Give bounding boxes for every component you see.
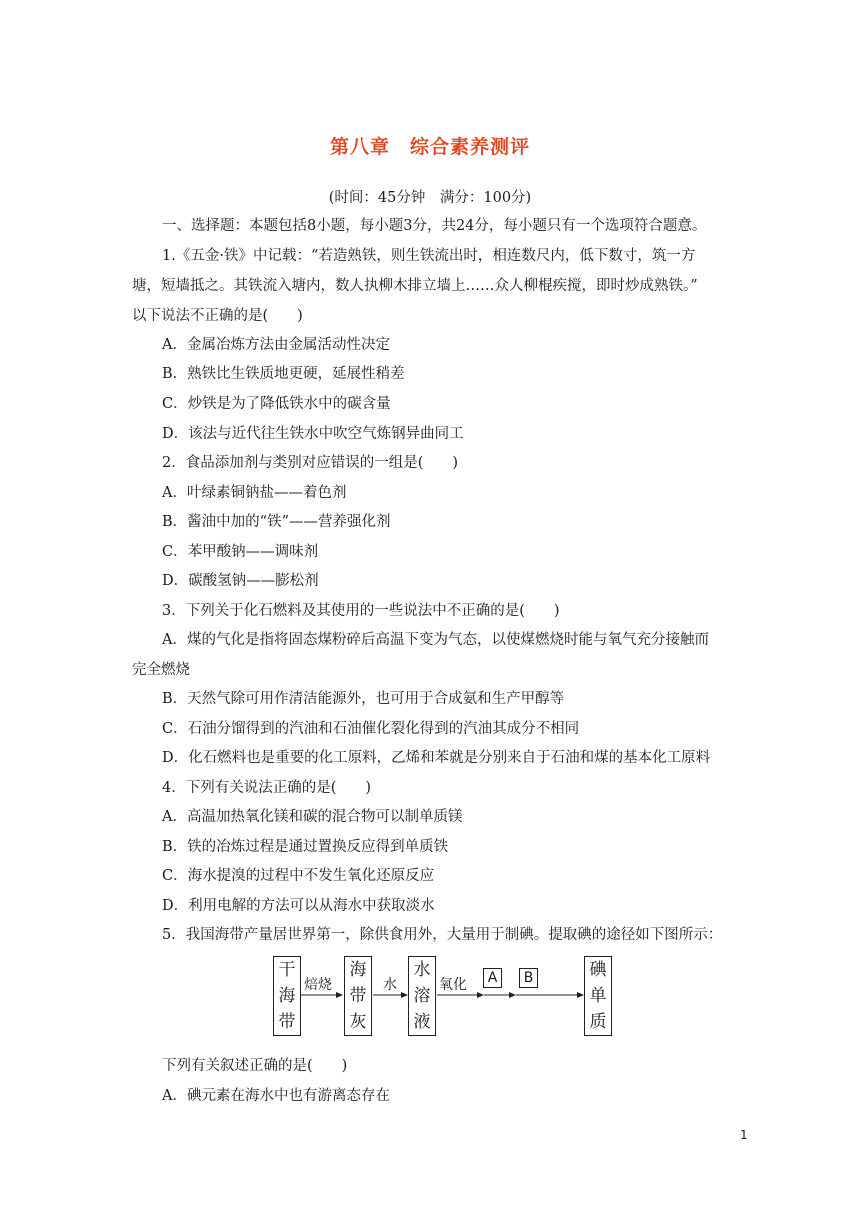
box-kelp-ash-char: 带 bbox=[349, 986, 367, 1006]
box-iodine-char: 单 bbox=[589, 986, 607, 1006]
box-b: B bbox=[519, 968, 538, 988]
section-heading: 一、选择题：本题包括8小题，每小题3分，共24分，每小题只有一个选项符合题意。 bbox=[162, 218, 707, 234]
box-kelp-ash-char: 海 bbox=[349, 960, 367, 980]
q3-option-a-line1: A．煤的气化是指将固态煤粉碎后高温下变为气态，以使煤燃烧时能与氧气充分接触而 bbox=[162, 632, 709, 648]
q4-option-b: B．铁的冶炼过程是通过置换反应得到单质铁 bbox=[162, 839, 449, 855]
q1-option-c: C．炒铁是为了降低铁水中的碳含量 bbox=[162, 396, 391, 412]
q3-option-d: D．化石燃料也是重要的化工原料，乙烯和苯就是分别来自于石油和煤的基本化工原料 bbox=[162, 750, 711, 766]
page-title: 第八章 综合素养测评 bbox=[329, 136, 530, 158]
q1-option-d: D．该法与近代往生铁水中吹空气炼钢异曲同工 bbox=[162, 426, 464, 442]
page-number: 1 bbox=[740, 1128, 748, 1142]
q1-stem-line2: 塘，短墙抵之。其铁流入塘内，数人执柳木排立墙上……众人柳棍疾搅，即时炒成熟铁。” bbox=[132, 278, 698, 294]
q4-stem: 4．下列有关说法正确的是( ) bbox=[162, 780, 372, 796]
q2-option-c: C．苯甲酸钠——调味剂 bbox=[162, 544, 319, 560]
exam-info: (时间：45分钟 满分：100分) bbox=[328, 190, 532, 206]
box-aqueous-solution-char: 液 bbox=[413, 1012, 431, 1032]
box-iodine-char: 碘 bbox=[589, 960, 607, 980]
box-aqueous-solution bbox=[408, 956, 436, 1036]
box-aqueous-solution-char: 水 bbox=[413, 960, 431, 980]
q2-stem: 2．食品添加剂与类别对应错误的一组是( ) bbox=[162, 455, 459, 471]
label-roasting: 焙烧 bbox=[304, 977, 332, 993]
box-dried-kelp-char: 海 bbox=[278, 986, 296, 1006]
box-a: A bbox=[483, 968, 502, 988]
q3-option-a-line2: 完全燃烧 bbox=[132, 662, 190, 678]
box-kelp-ash bbox=[344, 956, 372, 1036]
box-dried-kelp-char: 干 bbox=[278, 960, 296, 980]
box-iodine-char: 质 bbox=[589, 1012, 607, 1032]
q5-stem: 5．我国海带产量居世界第一，除供食用外，大量用于制碘。提取碘的途径如下图所示： bbox=[162, 927, 723, 943]
q4-option-d: D．利用电解的方法可以从海水中获取淡水 bbox=[162, 898, 435, 914]
q1-option-a: A．金属冶炼方法由金属活动性决定 bbox=[162, 337, 390, 353]
q4-option-c: C．海水提溴的过程中不发生氧化还原反应 bbox=[162, 868, 435, 884]
label-water: 水 bbox=[383, 977, 397, 993]
q3-stem: 3．下列关于化石燃料及其使用的一些说法中不正确的是( ) bbox=[162, 603, 560, 619]
box-kelp-ash-char: 灰 bbox=[349, 1012, 367, 1032]
q2-option-d: D．碳酸氢钠——膨松剂 bbox=[162, 573, 319, 589]
label-oxidation: 氧化 bbox=[439, 977, 467, 993]
q5-question: 下列有关叙述正确的是( ) bbox=[162, 1058, 348, 1074]
q2-option-b: B．酱油中加的“铁”——营养强化剂 bbox=[162, 514, 391, 530]
q2-option-a: A．叶绿素铜钠盐——着色剂 bbox=[162, 485, 347, 501]
q1-stem-line1: 1.《五金·铁》中记载：“若造熟铁，则生铁流出时，相连数尺内，低下数寸，筑一方 bbox=[162, 248, 696, 264]
q3-option-b: B．天然气除可用作清洁能源外，也可用于合成氨和生产甲醇等 bbox=[162, 691, 565, 707]
q3-option-c: C．石油分馏得到的汽油和石油催化裂化得到的汽油其成分不相同 bbox=[162, 721, 580, 737]
box-iodine bbox=[584, 956, 612, 1036]
box-dried-kelp-char: 带 bbox=[278, 1012, 296, 1032]
flowchart-arrows bbox=[270, 956, 620, 1040]
q1-stem-line3: 以下说法不正确的是( ) bbox=[132, 308, 303, 324]
q1-option-b: B．熟铁比生铁质地更硬，延展性稍差 bbox=[162, 366, 405, 382]
box-aqueous-solution-char: 溶 bbox=[413, 986, 431, 1006]
iodine-extraction-flowchart bbox=[270, 956, 620, 1040]
q5-option-a: A．碘元素在海水中也有游离态存在 bbox=[162, 1088, 390, 1104]
q4-option-a: A．高温加热氧化镁和碳的混合物可以制单质镁 bbox=[162, 809, 463, 825]
box-dried-kelp bbox=[273, 956, 301, 1036]
